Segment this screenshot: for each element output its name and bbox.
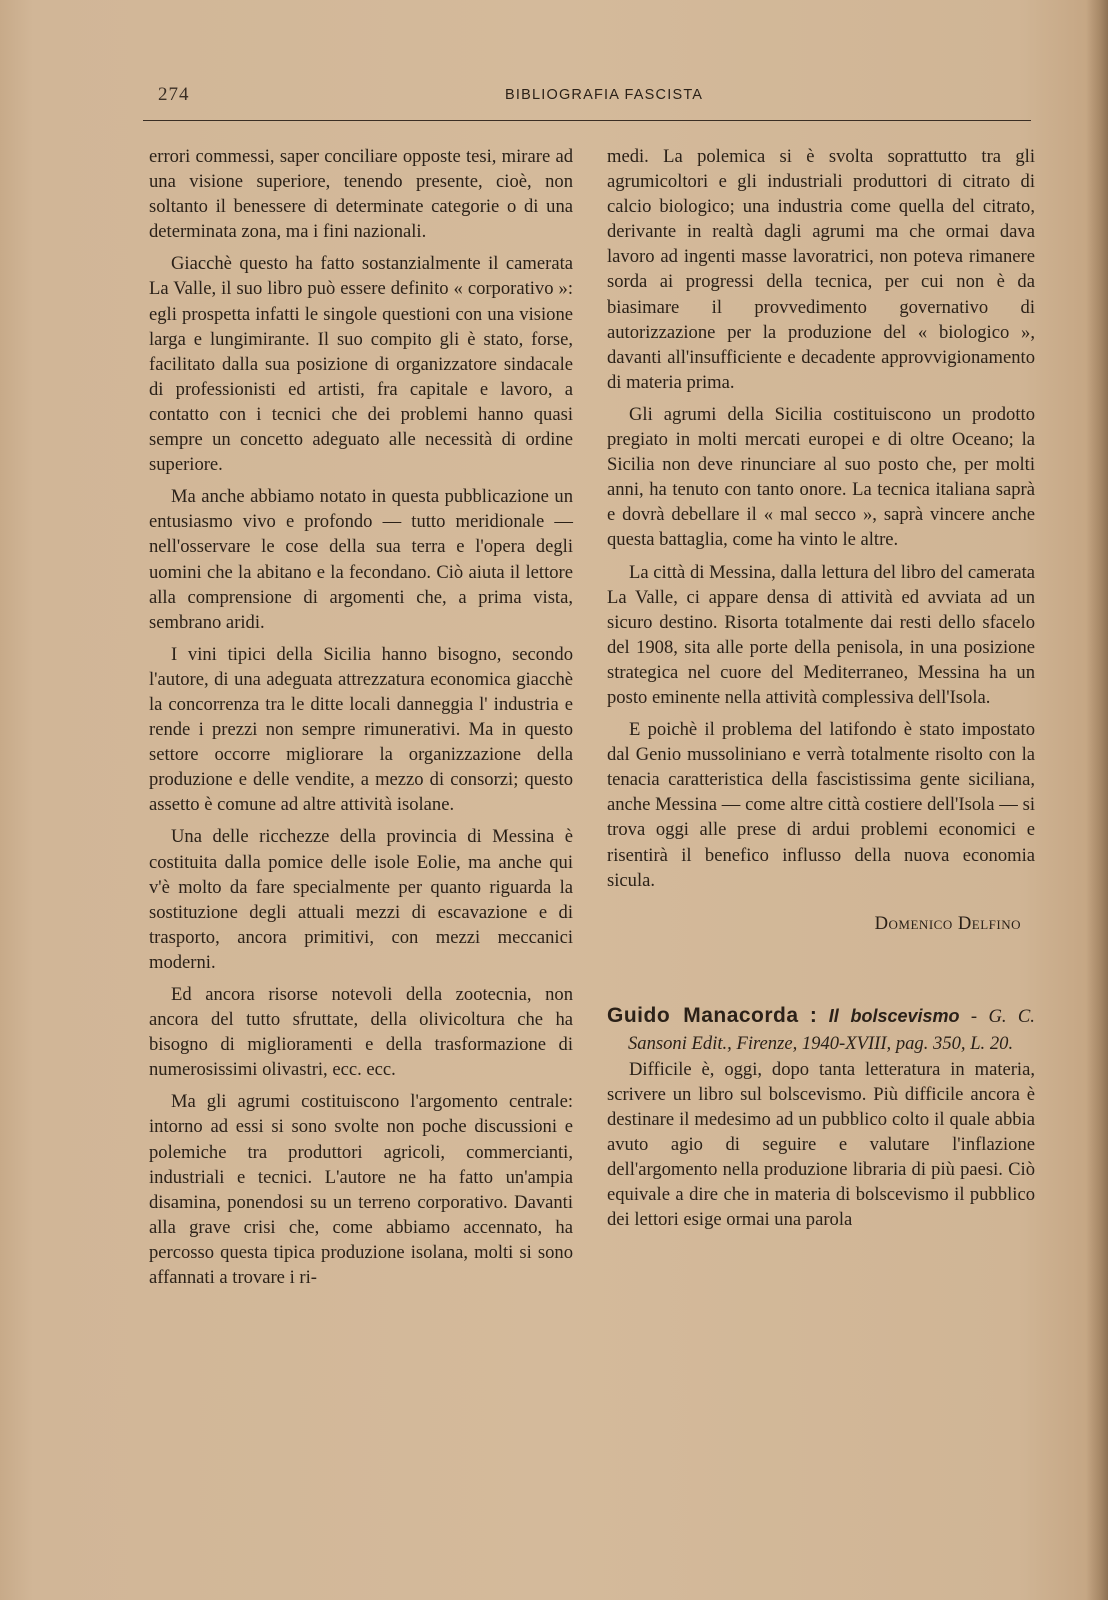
page-edge-shadow <box>1086 0 1108 1600</box>
paragraph: Ed ancora risorse notevoli della zootecnia, non ancora del tutto sfruttate, della olivicoltura che ha bisogno di miglioramenti e della trasformazione di numerosissimi olivastri, ecc. ecc. <box>149 984 573 1081</box>
paragraph: Giacchè questo ha fatto sostanzialmente il camerata La Valle, il suo libro può essere definito « corporativo »: egli prospetta infatti le singole questioni con una visione larga e lungimirante. Il suo compito gli è stato, forse, facilitato dalla sua posizione di organizzatore sindacale di professionisti ed artisti, fra capitale e lavoro, a contatto con i tecnici che dei problemi hanno quasi sempre un concetto adeguato alle necessità di ordine superiore. <box>149 253 573 476</box>
paragraph: E poichè il problema del latifondo è stato impostato dal Genio mussoliniano e verrà totalmente risolto con la tenacia caratteristica della fascistissima gente siciliana, anche Messina — come altre città costiere dell'Isola — si trova oggi alle prese di ardui problemi economici e risentirà il benefico influsso della nuova economia sicula. <box>607 719 1035 891</box>
review-title: Il bolscevismo <box>828 1005 960 1026</box>
paragraph: errori commessi, saper conciliare opposte tesi, mirare ad una visione superiore, tenendo presente, cioè, non soltanto il benessere di determinate categorie o di una determinata zona, ma i fini nazionali. <box>149 146 573 243</box>
paragraph: medi. La polemica si è svolta soprattutto tra gli agrumicoltori e gli industriali produttori di citrato di calcio biologico; una industria come quella del citrato, derivante in realtà dagli agrumi ma che ormai dava lavoro ad ingenti masse lavoratrici, non poteva rimanere sorda ai progressi della tecnica, per cui non è da biasimare il provvedimento governativo di autorizzazione per la produzione del « biologico », davanti all'insufficiente e decadente approvvigionamento di materia prima. <box>607 146 1035 393</box>
paragraph: Ma gli agrumi costituiscono l'argomento centrale: intorno ad essi si sono svolte non poche discussioni e polemiche tra produttori agricoli, commercianti, industriali e tecnici. L'autore ne ha fatto un'ampia disamina, ponendosi su un terreno corporativo. Davanti alla grave crisi che, come abbiamo accennato, ha percosso questa tipica produzione isolana, molti si sono affannati a trovare i ri- <box>149 1091 573 1289</box>
header-rule <box>143 120 1031 121</box>
review-body: Difficile è, oggi, dopo tanta letteratura in materia, scrivere un libro sul bolscevismo. Più difficile ancora è destinare il medesimo ad un pubblico colto il quale abbia avuto agio di seguire e valutare l'inflazione dell'argomento nella produzione libraria di più paesi. Ciò equivale a dire che in materia di bolscevismo il pubblico dei lettori esige ormai una parola <box>607 1058 1035 1231</box>
review-dash: - <box>970 1005 978 1027</box>
review-separator: : <box>809 1003 818 1027</box>
page-number: 274 <box>158 84 190 105</box>
signature: Domenico Delfino <box>874 912 1021 934</box>
page-header <box>150 84 1030 114</box>
review-author: Guido Manacorda <box>607 1003 799 1027</box>
review-publisher: G. C. Sansoni Edit., Firenze, 1940-XVIII, pag. 350, L. 20. <box>628 1005 1035 1054</box>
paragraph: Gli agrumi della Sicilia costituiscono un prodotto pregiato in molti mercati europei e di oltre Oceano; la Sicilia non deve rinunciare al suo posto che, per molti anni, ha tenuto con tanto onore. La tecnica italiana saprà e dovrà debellare il « mal secco », saprà vincere anche questa battaglia, come ha vinto le altre. <box>607 403 1035 551</box>
review-heading <box>607 1002 1035 1057</box>
left-column <box>149 144 573 1297</box>
paragraph: I vini tipici della Sicilia hanno bisogno, secondo l'autore, di una adeguata attrezzatura economica giacchè la concorrenza tra le ditte locali danneggia l' industria e rende i prezzi non sempre rimunerativi. Ma in questo settore occorre migliorare la organizzazione della produzione e delle vendite, a mezzo di consorzi; questo assetto è comune ad altre attività isolane. <box>149 643 573 816</box>
right-column <box>607 144 1035 1239</box>
running-title: BIBLIOGRAFIA FASCISTA <box>505 87 704 103</box>
paragraph: La città di Messina, dalla lettura del libro del camerata La Valle, ci appare densa di attività ed avviata ad un sicuro destino. Risorta totalmente dai resti dello sfacelo del 1908, sita alle porte della penisola, in una posizione strategica nel cuore del Mediterraneo, Messina ha un posto eminente nella attività complessiva dell'Isola. <box>607 561 1035 708</box>
paragraph: Ma anche abbiamo notato in questa pubblicazione un entusiasmo vivo e profondo — tutto meridionale — nell'osservare le cose della sua terra e l'opera degli uomini che la abitano e la fecondano. Ciò aiuta il lettore alla comprensione di argomenti che, a prima vista, sembrano aridi. <box>149 486 573 633</box>
paragraph: Una delle ricchezze della provincia di Messina è costituita dalla pomice delle isole Eolie, ma anche qui v'è molto da fare specialmente per quanto riguarda la sostituzione degli attuali mezzi di escavazione e di trasporto, ancora primitivi, con mezzi meccanici moderni. <box>149 826 573 973</box>
